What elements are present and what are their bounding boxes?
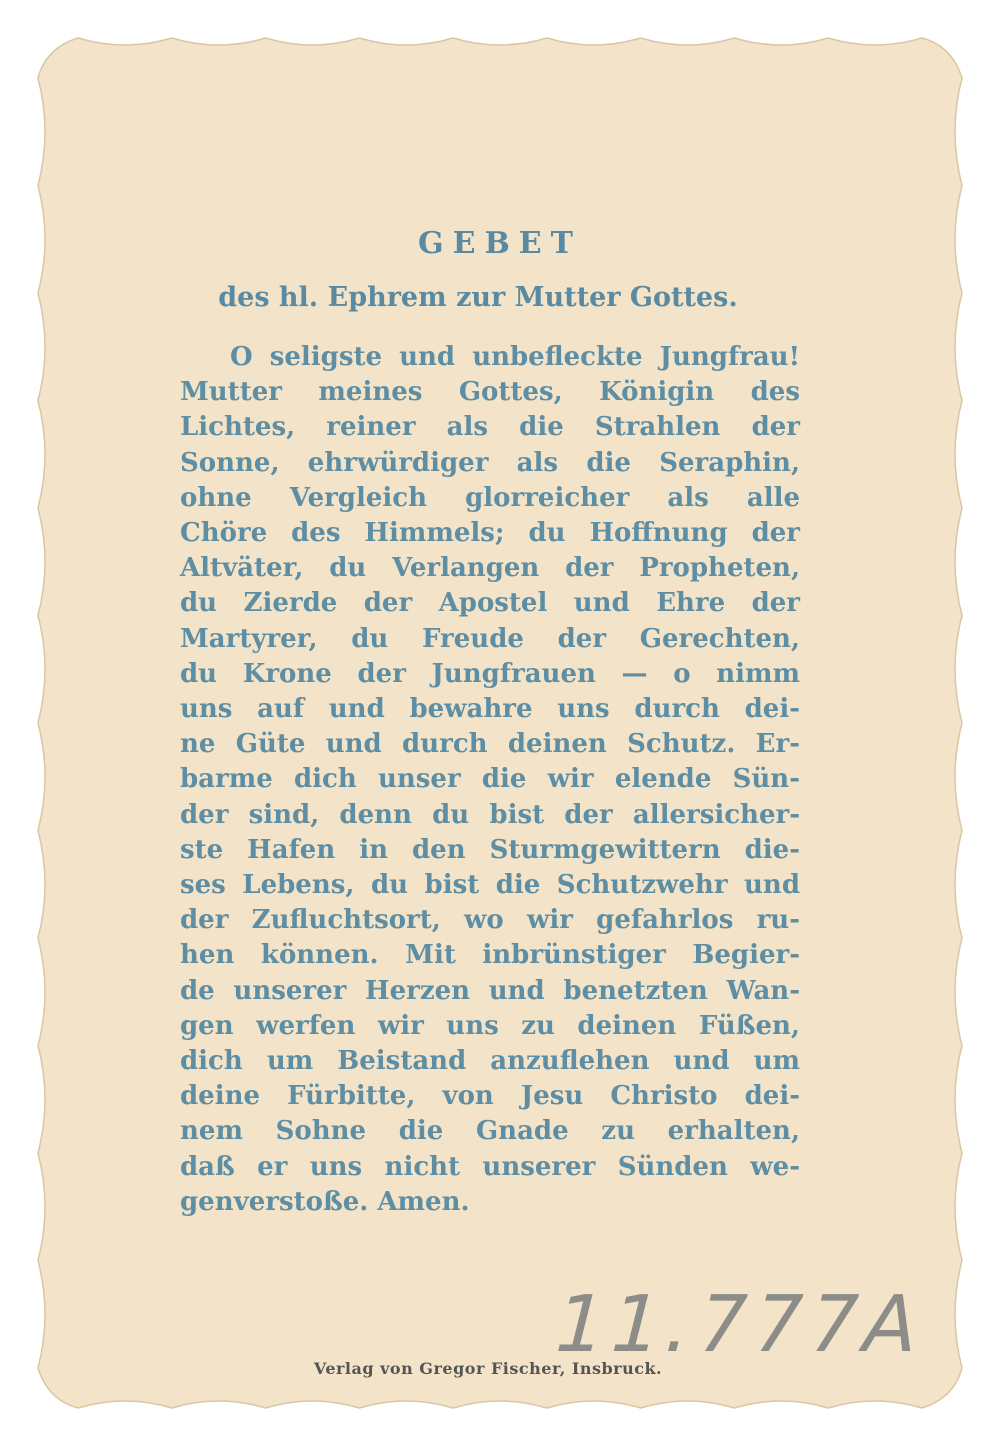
prayer-text — [180, 340, 800, 1220]
prayer-line: ohne Vergleich glorreicher als alle — [180, 482, 800, 513]
publisher-imprint: Verlag von Gregor Fischer, Insbruck. — [313, 1359, 663, 1378]
prayer-line: barme dich unser die wir elende Sün- — [180, 764, 800, 795]
prayer-line: Chöre des Himmels; du Hoffnung der — [180, 518, 800, 549]
prayer-line: O seligste und unbefleckte Jungfrau! — [230, 342, 800, 372]
prayer-line: gen werfen wir uns zu deinen Füßen, — [180, 1010, 800, 1041]
prayer-title: GEBET — [417, 226, 583, 261]
prayer-line: hen können. Mit inbrünstiger Begier- — [180, 940, 800, 971]
prayer-line: deine Fürbitte, von Jesu Christo dei- — [180, 1081, 800, 1112]
prayer-line: nem Sohne die Gnade zu erhalten, — [180, 1116, 800, 1147]
prayer-line: uns auf und bewahre uns durch dei- — [180, 694, 800, 725]
prayer-line: Mutter meines Gottes, Königin des — [180, 377, 800, 408]
handwritten-inventory-number: 11.777A — [543, 1280, 935, 1370]
prayer-line: ste Hafen in den Sturmgewittern die- — [180, 834, 800, 865]
prayer-line: dich um Beistand anzuflehen und um — [180, 1046, 800, 1077]
prayer-line: Altväter, du Verlangen der Propheten, — [180, 553, 800, 584]
prayer-line: du Zierde der Apostel und Ehre der — [180, 588, 800, 619]
prayer-line: ne Güte und durch deinen Schutz. Er- — [180, 729, 800, 760]
prayer-line: genverstoße. Amen. — [180, 1186, 470, 1217]
prayer-line: Lichtes, reiner als die Strahlen der — [180, 412, 800, 443]
prayer-line: der sind, denn du bist der allersicher- — [180, 799, 800, 830]
prayer-line: der Zufluchtsort, wo wir gefahrlos ru- — [180, 905, 800, 936]
prayer-line: du Krone der Jungfrauen — o nimm — [180, 658, 800, 689]
prayer-subtitle: des hl. Ephrem zur Mutter Gottes. — [218, 282, 738, 313]
prayer-line: Sonne, ehrwürdiger als die Seraphin, — [180, 447, 800, 478]
prayer-line: daß er uns nicht unserer Sünden we- — [180, 1151, 800, 1182]
prayer-line: de unserer Herzen und benetzten Wan- — [180, 975, 800, 1006]
prayer-line: Martyrer, du Freude der Gerechten, — [180, 623, 800, 654]
prayer-line: ses Lebens, du bist die Schutzwehr und — [180, 870, 800, 901]
